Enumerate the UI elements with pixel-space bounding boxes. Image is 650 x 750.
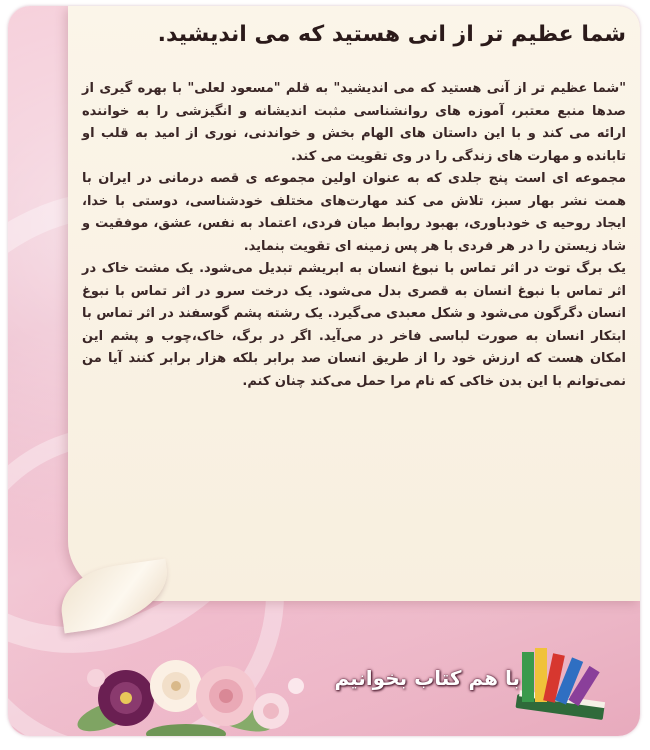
article-body [82, 78, 626, 393]
paragraph: "شما عظیم تر از آنی هستید که می اندیشید" به قلم "مسعود لعلی" با بهره گیری از صدها منبع معتبر، آموزه های روانشناسی مثبت اندیشانه و انگیزشی را به خواننده ارائه می کند و با این داستان های الهام بخش و خواندنی، نوری از امید به قلب او تابانده و مهارت های زندگی را در وی تقویت می کند. [82, 81, 626, 164]
books-icon [508, 642, 618, 722]
flowers-illustration [66, 656, 316, 736]
paragraph: یک برگ توت در اثر تماس با نبوغ انسان به ابریشم تبدیل می‌شود. یک مشت خاک در اثر تماس با نبوغ انسان به قصری بدل می‌شود. یک درخت سرو در اثر تماس با نبوغ انسان دگرگون می‌شود و شکل معبدی می‌گیرد. یک رشته پشم گوسفند در اثر تماس با ابتکار انسان به صورت لباسی فاخر در می‌آید. اگر در برگ، خاک،چوب و پشم این امکان هست که ارزش خود را از طریق انسان صد برابر بلکه هزار برابر کنند آیا من نمی‌توانم با این بدن خاکی که نام مرا حمل می‌کند چنان کنم. [82, 261, 626, 389]
read-together-tagline: با هم کتاب بخوانیم [334, 666, 520, 690]
paragraph: مجموعه ای است پنج جلدی که به عنوان اولین مجموعه ی قصه درمانی در ایران با همت نشر بهار سبز، تلاش می کند مهارت‌های مختلف خودشناسی، دوستی با خدا، ایجاد روحیه ی خودباوری، بهبود روابط میان فردی، اعتماد به نفس، عشق، موفقیت و شاد زیستن را در هر فردی با هر پس زمینه ای تقویت بنماید. [82, 171, 626, 254]
article-title: شما عظیم تر از انی هستید که می اندیشید. [157, 22, 626, 47]
banner-frame [8, 6, 640, 736]
